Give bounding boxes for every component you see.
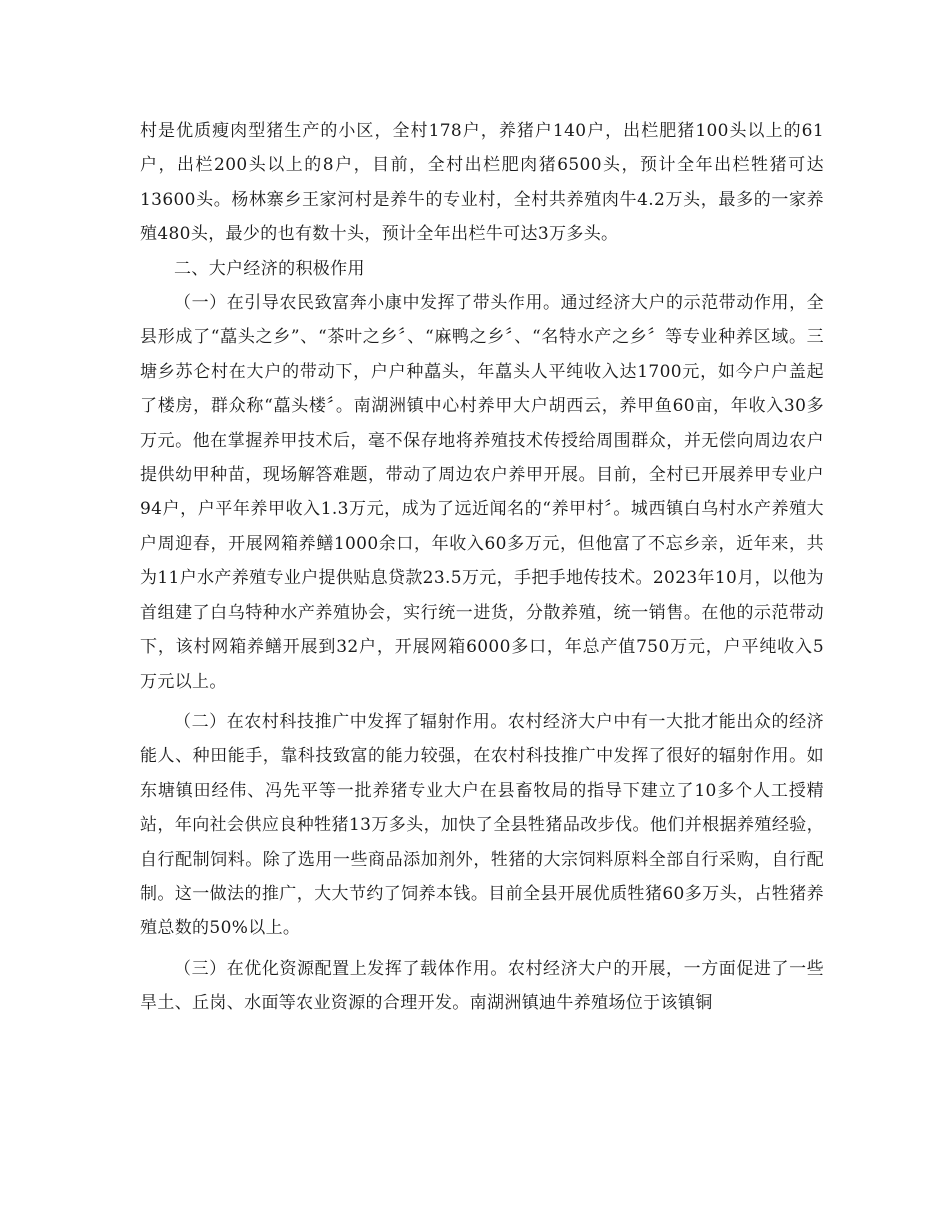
- paragraph-continuation: 村是优质瘦肉型猪生产的小区，全村178户，养猪户140户，出栏肥猪100头以上的61户，出栏200头以上的8户，目前，全村出栏肥肉猪6500头，预计全年出栏牲猪可达13600头。杨林寨乡王家河村是养牛的专业村，全村共养殖肉牛4.2万头，最多的一家养殖480头，最少的也有数十头，预计全年出栏牛可达3万多头。: [140, 121, 824, 245]
- section-heading: 二、大户经济的积极作用: [174, 258, 365, 279]
- paragraph-carrier-role: （三）在优化资源配置上发挥了载体作用。农村经济大户的开展，一方面促进了一些旱土、丘岗、水面等农业资源的合理开发。南湖洲镇迪牛养殖场位于该镇铜: [140, 958, 824, 1014]
- document-body: [140, 114, 824, 1021]
- paragraph-radiation-role: （二）在农村科技推广中发挥了辐射作用。农村经济大户中有一大批才能出众的经济能人、种田能手，靠科技致富的能力较强，在农村科技推广中发挥了很好的辐射作用。如东塘镇田经伟、冯先平等一批养猪专业大户在县畜牧局的指导下建立了10多个人工授精站，年向社会供应良种牲猪13万多头，加快了全县牲猪品改步伐。他们并根据养殖经验，自行配制饲料。除了选用一些商品添加剂外，牲猪的大宗饲料原料全部自行采购，自行配制。这一做法的推广，大大节约了饲养本钱。目前全县开展优质牲猪60多万头，占牲猪养殖总数的50%以上。: [140, 711, 824, 939]
- paragraph-leading-role: （一）在引导农民致富奔小康中发挥了带头作用。通过经济大户的示范带动作用，全县形成了“藠头之乡”、“茶叶之乡〞、“麻鸭之乡〞、“名特水产之乡〞等专业种养区域。三塘乡苏仑村在大户的带动下，户户种藠头，年藠头人平纯收入达1700元，如今户户盖起了楼房，群众称“藠头楼〞。南湖洲镇中心村养甲大户胡西云，养甲鱼60亩，年收入30多万元。他在掌握养甲技术后，毫不保存地将养殖技术传授给周围群众，并无偿向周边农户提供幼甲种苗，现场解答难题，带动了周边农户养甲开展。目前，全村已开展养甲专业户94户，户平年养甲收入1.3万元，成为了远近闻名的“养甲村〞。城西镇白乌村水产养殖大户周迎春，开展网箱养鳝1000余口，年收入60多万元，但他富了不忘乡亲，近年来，共为11户水产养殖专业户提供贴息贷款23.5万元，手把手地传技术。2023年10月，以他为首组建了白乌特种水产养殖协会，实行统一进货，分散养殖，统一销售。在他的示范带动下，该村网箱养鳝开展到32户，开展网箱6000多口，年总产值750万元，户平纯收入5万元以上。: [140, 293, 824, 692]
